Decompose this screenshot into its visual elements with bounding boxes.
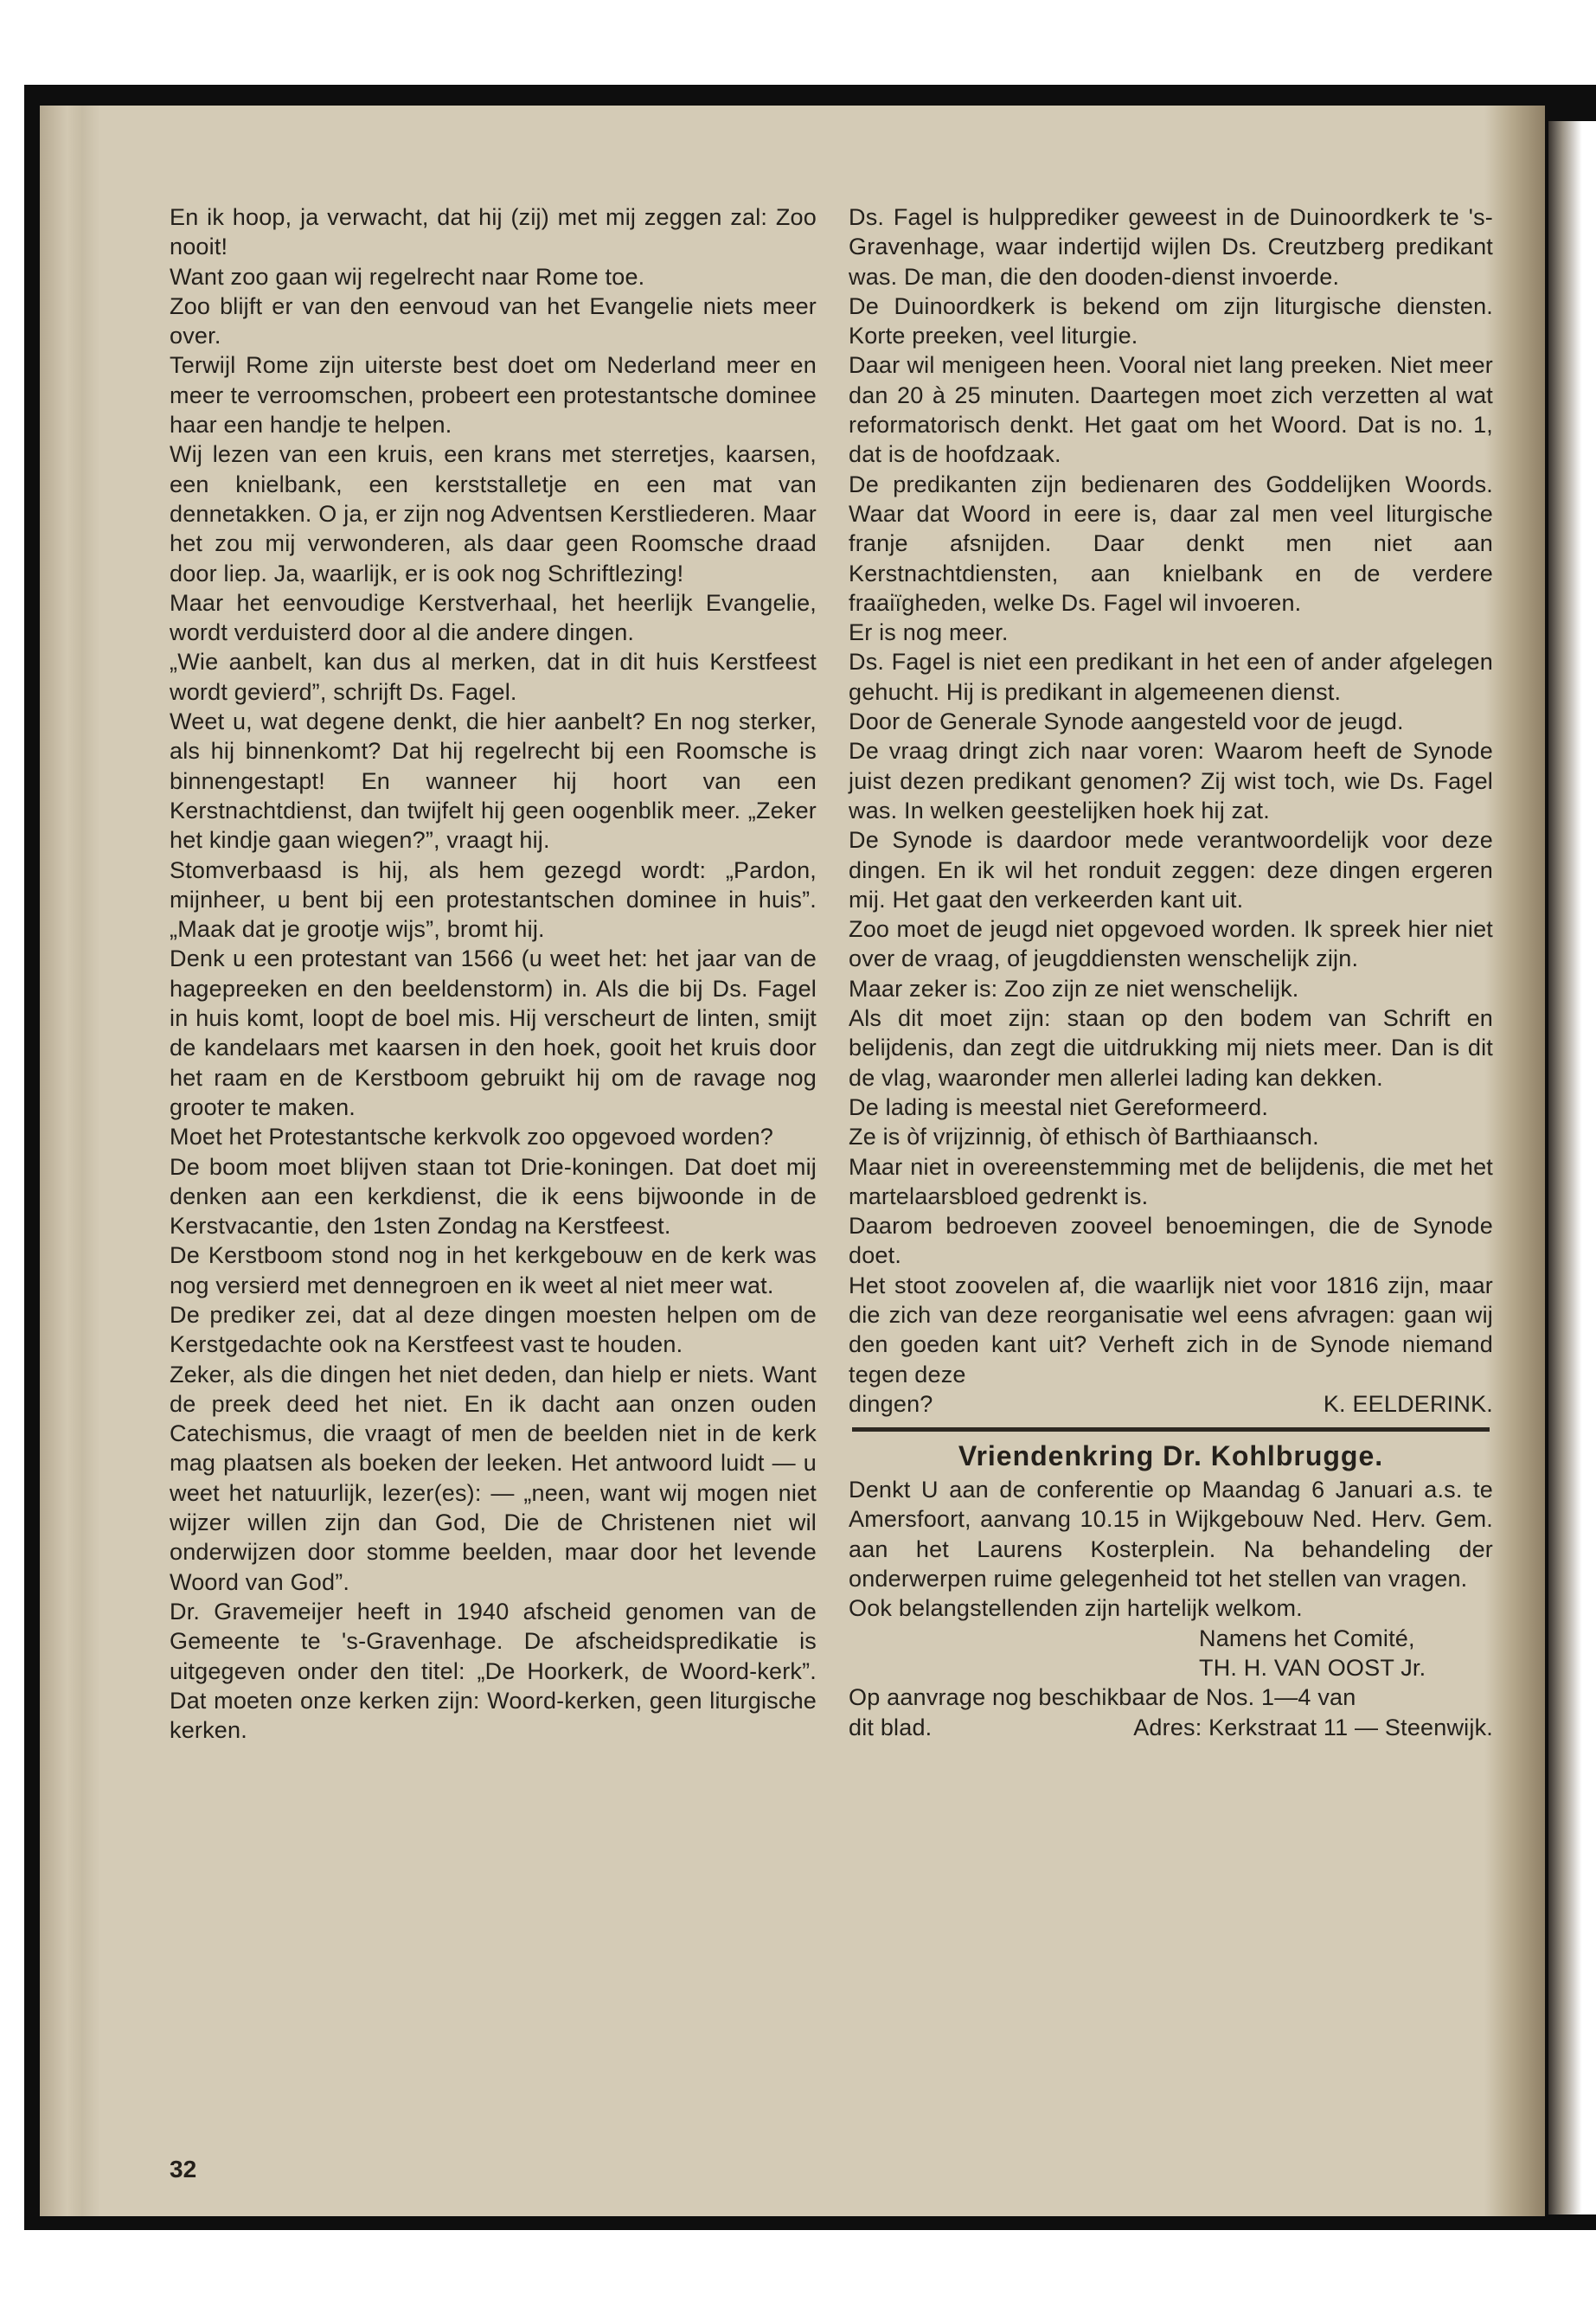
page-gutter-shadow	[40, 106, 100, 2216]
notice-signoff: Namens het Comité,	[1199, 1625, 1415, 1651]
paragraph: Wij lezen van een kruis, een krans met sterretjes, kaarsen, een knielbank, een kerststalletje en een mat van dennetakken. O ja, er zijn nog Adventsen Kerstliederen. Maar het zou mij verwonderen, als daar geen Roomsche draad door liep. Ja, waarlijk, er is ook nog Schriftlezing!	[170, 441, 817, 586]
author-name: K. EELDERINK.	[1323, 1390, 1493, 1417]
paragraph: Zeker, als die dingen het niet deden, dan hielp er niets. Want de preek deed het niet. En ik dacht aan onzen ouden Catechismus, die vraagt of men de beelden niet in de kerk mag plaatsen als boeken der leeken. Het antwoord luidt — u weet het natuurlijk, lezer(es): — „neen, want wij mogen niet wijzer willen zijn dan God, Die de Christenen niet wil onderwijzen door stomme beelden, maar door het levende Woord van God”.	[170, 1361, 817, 1595]
paragraph: Want zoo gaan wij regelrecht naar Rome toe.	[170, 263, 645, 290]
paragraph: Daarom bedroeven zooveel benoemingen, die de Synode doet.	[849, 1213, 1493, 1269]
paragraph: Maar het eenvoudige Kerstverhaal, het heerlijk Evangelie, wordt verduisterd door al die andere dingen.	[170, 589, 817, 646]
notice-welcome: Ook belangstellenden zijn hartelijk welkom.	[849, 1595, 1303, 1622]
notice-address-left: dit blad.	[849, 1714, 933, 1740]
paragraph: De lading is meestal niet Gereformeerd.	[849, 1093, 1269, 1120]
paragraph: De prediker zei, dat al deze dingen moesten helpen om de Kerstgedachte ook na Kerstfeest vast te houden.	[170, 1301, 817, 1358]
paragraph: „Wie aanbelt, kan dus al merken, dat in dit huis Kerstfeest wordt gevierd”, schrijft Ds. Fagel.	[170, 649, 817, 705]
paragraph: Ds. Fagel is hulpprediker geweest in de Duinoordkerk te 's-Gravenhage, waar indertijd wijlen Ds. Creutzberg predikant was. De man, die den dooden-dienst invoerde.	[849, 204, 1493, 290]
page-edge-shadow	[1484, 106, 1545, 2216]
paragraph: Moet het Protestantsche kerkvolk zoo opgevoed worden?	[170, 1124, 774, 1150]
paragraph: Weet u, wat degene denkt, die hier aanbelt? En nog sterker, als hij binnenkomt? Dat hij regelrecht bij een Roomsche is binnengestapt! En wanneer hij hoort van een Kerstnachtdienst, dan twijfelt hij geen oogenblik meer. „Zeker het kindje gaan wiegen?”, vraagt hij.	[170, 708, 817, 854]
magazine-page	[40, 106, 1545, 2216]
left-column	[170, 202, 817, 1745]
paragraph: De boom moet blijven staan tot Drie-koningen. Dat doet mij denken aan een kerkdienst, die ik eens bijwoonde in de Kerstvacantie, den 1sten Zondag na Kerstfeest.	[170, 1153, 817, 1240]
paragraph: Daar wil menigeen heen. Vooral niet lang preeken. Niet meer dan 20 à 25 minuten. Daartegen moet zich verzetten al wat reformatorisch denkt. Het gaat om het Woord. Dat is no. 1, dat is de hoofdzaak.	[849, 352, 1493, 468]
paragraph: Zoo blijft er van den eenvoud van het Evangelie niets meer over.	[170, 292, 817, 349]
notice-signatory: TH. H. VAN OOST Jr.	[1199, 1654, 1426, 1681]
paragraph: Ds. Fagel is niet een predikant in het een of ander afgelegen gehucht. Hij is predikant in algemeenen dienst.	[849, 649, 1493, 705]
paragraph: Stomverbaasd is hij, als hem gezegd wordt: „Pardon, mijnheer, u bent bij een protestantschen dominee in huis”. „Maak dat je grootje wijs”, bromt hij.	[170, 856, 817, 943]
article-signature-line	[849, 1389, 1493, 1419]
paragraph: En ik hoop, ja verwacht, dat hij (zij) met mij zeggen zal: Zoo nooit!	[170, 204, 817, 260]
paragraph: De Duinoordkerk is bekend om zijn liturgische diensten. Korte preeken, veel liturgie.	[849, 292, 1493, 349]
paragraph: Er is nog meer.	[849, 619, 1009, 646]
paragraph: Ze is òf vrijzinnig, òf ethisch òf Barthiaansch.	[849, 1124, 1319, 1150]
book-spine	[1548, 121, 1596, 2214]
right-column	[849, 202, 1493, 1742]
paragraph: Als dit moet zijn: staan op den bodem van Schrift en belijdenis, dan zegt die uitdrukking mij niets meer. Dan is dit de vlag, waaronder men allerlei lading kan dekken.	[849, 1005, 1493, 1091]
paragraph: Terwijl Rome zijn uiterste best doet om Nederland meer en meer te verroomschen, probeert een protestantsche dominee haar een handje te helpen.	[170, 352, 817, 439]
paragraph: Dr. Gravemeijer heeft in 1940 afscheid genomen van de Gemeente te 's-Gravenhage. De afscheidspredikatie is uitgegeven onder den titel: „De Hoorkerk, de Woord-kerk”. Dat moeten onze kerken zijn: Woord-kerken, geen liturgische kerken.	[170, 1598, 817, 1744]
paragraph: De Synode is daardoor mede verantwoordelijk voor deze dingen. En ik wil het ronduit zeggen: deze dingen ergeren mij. Het gaat den verkeerden kant uit.	[849, 827, 1493, 913]
paragraph: Het stoot zoovelen af, die waarlijk niet voor 1816 zijn, maar die zich van deze reorganisatie wel eens afvragen: gaan wij den goeden kant uit? Verheft zich in de Synode niemand tegen deze	[849, 1272, 1493, 1388]
notice-address: Adres: Kerkstraat 11 — Steenwijk.	[1133, 1714, 1493, 1740]
section-divider	[852, 1427, 1490, 1432]
paragraph: Maar zeker is: Zoo zijn ze niet wenschelijk.	[849, 975, 1299, 1002]
paragraph: Door de Generale Synode aangesteld voor de jeugd.	[849, 708, 1404, 735]
notice-address-line	[849, 1713, 1493, 1742]
closing-text: dingen?	[849, 1390, 933, 1417]
paragraph: Zoo moet de jeugd niet opgevoed worden. Ik spreek hier niet over de vraag, of jeugddiensten wenschelijk zijn.	[849, 916, 1493, 972]
page-number: 32	[170, 2156, 197, 2182]
notice-body: Denkt U aan de conferentie op Maandag 6 Januari a.s. te Amersfoort, aanvang 10.15 in Wijkgebouw Ned. Herv. Gem. aan het Laurens Kosterplein. Na behandeling der onderwerpen ruime gelegenheid tot het stellen van vragen.	[849, 1477, 1493, 1593]
paragraph: De predikanten zijn bedienaren des Goddelijken Woords. Waar dat Woord in eere is, daar zal men veel liturgische franje afsnijden. Daar denkt men niet aan Kerstnachtdiensten, aan knielbank en de verdere fraaiïgheden, welke Ds. Fagel wil invoeren.	[849, 471, 1493, 616]
paragraph: Maar niet in overeenstemming met de belijdenis, die met het martelaarsbloed gedrenkt is.	[849, 1153, 1493, 1209]
paragraph: De Kerstboom stond nog in het kerkgebouw en de kerk was nog versierd met dennegroen en ik weet al niet meer wat.	[170, 1242, 817, 1298]
notice-availability: Op aanvrage nog beschikbaar de Nos. 1—4 van	[849, 1684, 1356, 1711]
paragraph: De vraag dringt zich naar voren: Waarom heeft de Synode juist dezen predikant genomen? Zij wist toch, wie Ds. Fagel was. In welken geestelijken hoek hij zat.	[849, 738, 1493, 824]
notice-heading: Vriendenkring Dr. Kohlbrugge.	[958, 1440, 1384, 1472]
paragraph: Denk u een protestant van 1566 (u weet het: het jaar van de hagepreeken en den beeldenstorm) in. Als die bij Ds. Fagel in huis komt, loopt de boel mis. Hij verscheurt de linten, smijt de kandelaars met kaarsen in den hoek, gooit het kruis door het raam en de Kerstboom gebruikt hij om de ravage nog grooter te maken.	[170, 945, 817, 1120]
